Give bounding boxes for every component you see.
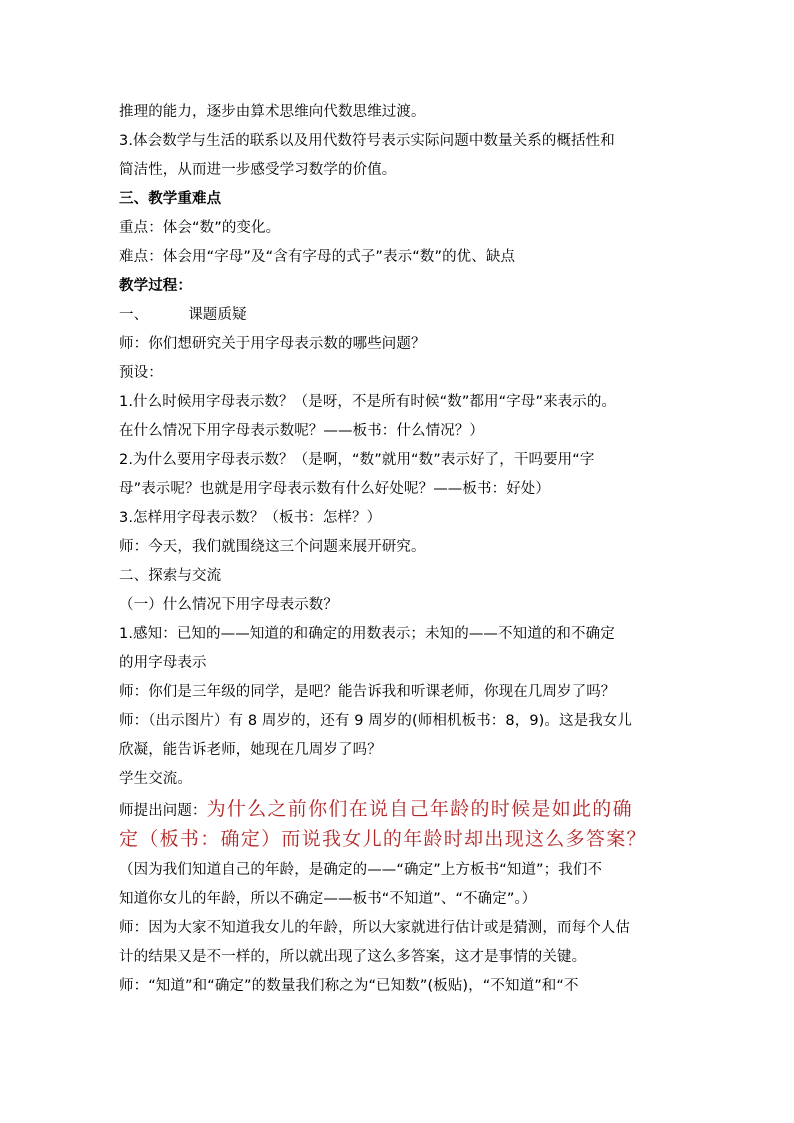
- paragraph-line: 师：今天，我们就围绕这三个问题来展开研究。: [119, 539, 426, 555]
- paragraph-line: 知道你女儿的年龄，所以不确定——板书“不知道”、“不确定”。）: [119, 891, 537, 907]
- emphasized-question: 定（板书：确定）而说我女儿的年龄时却出现这么多答案？: [119, 828, 647, 850]
- section-heading: 三、教学重难点: [119, 191, 222, 207]
- subsection-heading: （一）什么情况下用字母表示数？: [119, 597, 338, 613]
- paragraph-line: 计的结果又是不一样的，所以就出现了这么多答案，这才是事情的关键。: [119, 949, 587, 965]
- paragraph-line: 欣凝，能告诉老师，她现在几周岁了吗？: [119, 742, 382, 758]
- question-prefix: 师提出问题：: [119, 803, 207, 819]
- section-heading: 教学过程：: [119, 278, 192, 294]
- paragraph-line: 师：因为大家不知道我女儿的年龄，所以大家就进行估计或是猜测，而每个人估: [119, 920, 630, 936]
- paragraph-line: 3.体会数学与生活的联系以及用代数符号表示实际问题中数量关系的概括性和: [119, 133, 615, 149]
- emphasized-question: 为什么之前你们在说自己年龄的时候是如此的确: [206, 798, 633, 820]
- paragraph-line: 1.什么时候用字母表示数？（是呀，不是所有时候“数”都用“字母”来表示的。: [119, 394, 617, 410]
- paragraph-line: 简洁性，从而进一步感受学习数学的价值。: [119, 162, 397, 178]
- paragraph-line: 3.怎样用字母表示数？（板书：怎样？）: [119, 510, 382, 526]
- paragraph-line: 师：“知道”和“确定”的数量我们称之为“已知数”(板贴)，“不知道”和“不: [119, 978, 579, 994]
- paragraph-line: 2.为什么要用字母表示数？（是啊，“数”就用“数”表示好了，干吗要用“字: [119, 452, 595, 468]
- section-heading: 二、探索与交流: [119, 568, 222, 584]
- paragraph-line: 难点：体会用“字母”及“含有字母的式子”表示“数”的优、缺点: [119, 249, 516, 265]
- paragraph-line: （因为我们知道自己的年龄，是确定的——“确定”上方板书“知道”；我们不: [119, 862, 603, 878]
- paragraph-line: 重点：体会“数”的变化。: [119, 220, 281, 236]
- paragraph-line: 师：（出示图片）有 8 周岁的，还有 9 周岁的(师相机板书：8，9)。这是我女儿: [119, 713, 632, 729]
- heading-text: 课题质疑: [188, 307, 247, 323]
- paragraph-line: 预设：: [119, 365, 163, 381]
- question-line: [119, 794, 679, 824]
- paragraph-line: 师：你们想研究关于用字母表示数的哪些问题？: [119, 336, 426, 352]
- subsection-heading: [119, 301, 679, 330]
- paragraph-line: 母”表示呢？也就是用字母表示数有什么好处呢？——板书：好处）: [119, 481, 551, 497]
- paragraph-line: 师：你们是三年级的同学，是吧？能告诉我和听课老师，你现在几周岁了吗？: [119, 684, 616, 700]
- document-body: [119, 98, 679, 1001]
- paragraph-line: 的用字母表示: [119, 655, 207, 671]
- paragraph-line: 1.感知：已知的——知道的和确定的用数表示；未知的——不知道的和不确定: [119, 626, 615, 642]
- paragraph-line: 在什么情况下用字母表示数呢？——板书：什么情况？）: [119, 423, 484, 439]
- heading-number: 一、: [119, 307, 149, 323]
- paragraph-line: 推理的能力，逐步由算术思维向代数思维过渡。: [119, 104, 426, 120]
- paragraph-line: 学生交流。: [119, 771, 192, 787]
